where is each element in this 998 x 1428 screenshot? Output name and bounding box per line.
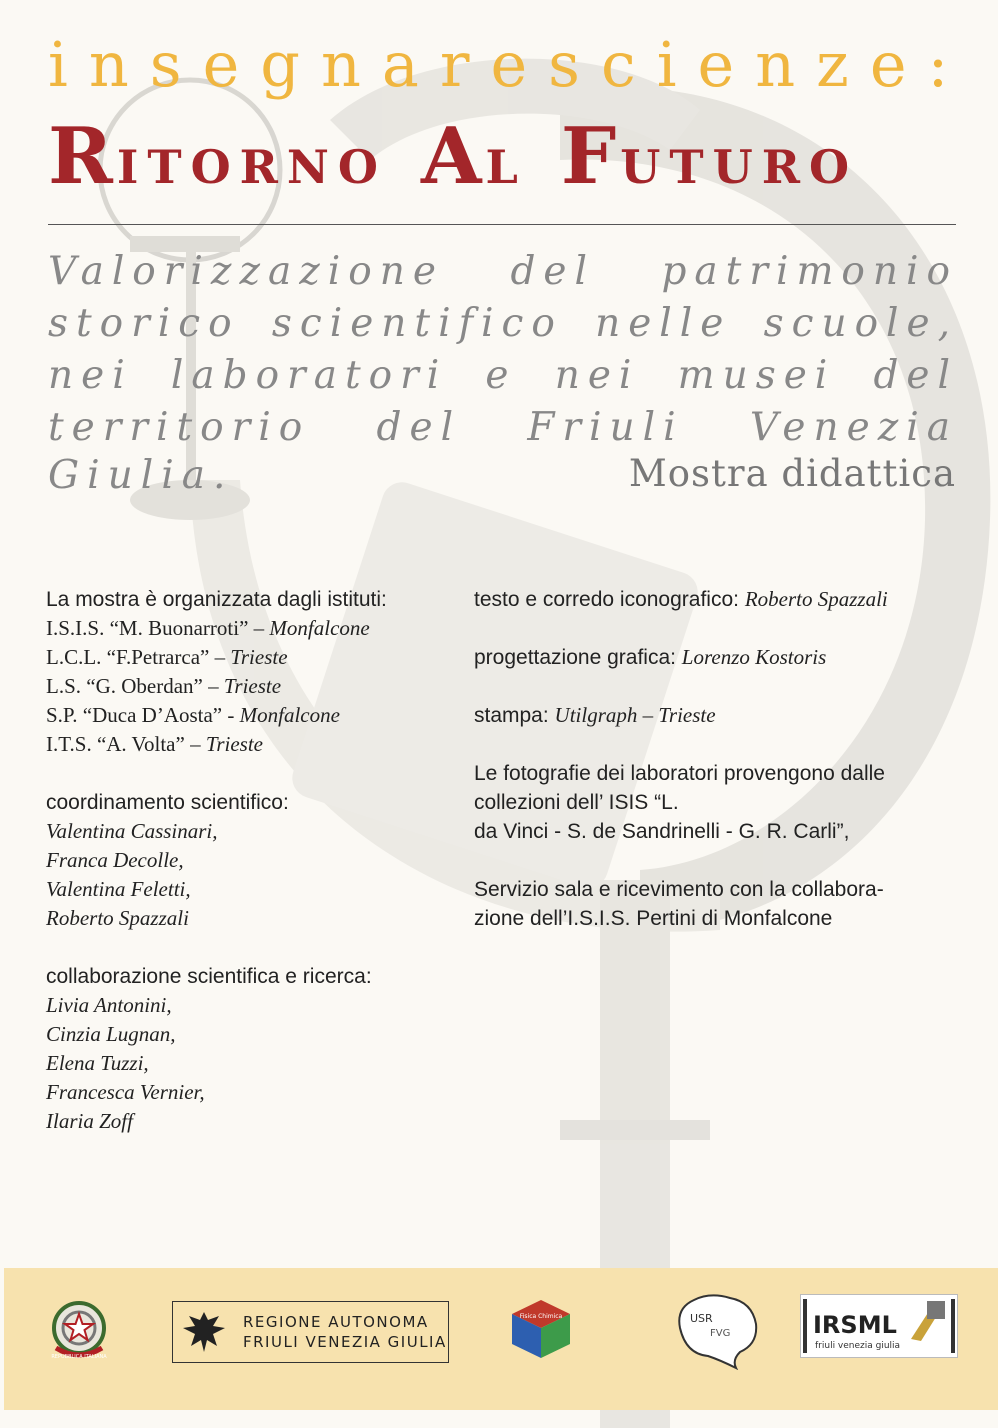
credits-right-column [474, 585, 964, 933]
coord-name: Valentina Feletti, [46, 877, 191, 901]
svg-text:friuli venezia giulia: friuli venezia giulia [815, 1341, 901, 1351]
svg-text:Fisica Chimica: Fisica Chimica [519, 1313, 563, 1320]
collab-heading: collaborazione scientifica e ricerca: [46, 965, 372, 988]
usr-fvg-logo [670, 1288, 762, 1370]
svg-text:FVG: FVG [710, 1328, 731, 1339]
coord-heading: coordinamento scientifico: [46, 791, 289, 814]
subtitle: Valorizzazione del patrimonio storico scientifico nelle scuole, nei laboratori e nei musei del territorio del Friuli Venezia [48, 249, 958, 450]
collab-name: Elena Tuzzi, [46, 1051, 149, 1075]
institute-row: I.T.S. “A. Volta” – Trieste [46, 732, 264, 756]
regione-line-2: FRIULI VENEZIA GIULIA [243, 1333, 447, 1351]
service-credit-line: zione dell’I.S.I.S. Pertini di Monfalcone [474, 907, 833, 930]
eagle-icon [177, 1306, 231, 1358]
photo-credit-line: Le fotografie dei laboratori provengono dalle [474, 762, 885, 785]
institute-row: L.S. “G. Oberdan” – Trieste [46, 674, 282, 698]
institute-row: S.P. “Duca D’Aosta” - Monfalcone [46, 703, 340, 727]
photo-credit-line: da Vinci - S. de Sandrinelli - G. R. Carli”, [474, 820, 850, 843]
credits-left-column [46, 585, 466, 1136]
service-credit-line: Servizio sala e ricevimento con la collabora- [474, 878, 884, 901]
institute-row: I.S.I.S. “M. Buonarroti” – Monfalcone [46, 616, 370, 640]
collab-name: Livia Antonini, [46, 993, 172, 1017]
svg-text:IRSML: IRSML [813, 1311, 897, 1339]
regione-line-1: REGIONE AUTONOMA [243, 1313, 429, 1331]
exhibition-type: Mostra didattica [628, 452, 956, 495]
institutes-heading: La mostra è organizzata dagli istituti: [46, 588, 387, 611]
collab-name: Cinzia Lugnan, [46, 1022, 176, 1046]
series-title: insegnarescienze: [48, 28, 970, 101]
photo-credit-line: collezioni dell’ ISIS “L. [474, 791, 679, 814]
coord-name: Franca Decolle, [46, 848, 184, 872]
irsml-logo [800, 1294, 958, 1358]
collab-name: Ilaria Zoff [46, 1109, 133, 1133]
science-cube-icon [508, 1296, 574, 1362]
italian-republic-emblem-icon [44, 1296, 114, 1364]
credit-testo: testo e corredo iconografico: Roberto Spazzali [474, 587, 888, 611]
coord-name: Valentina Cassinari, [46, 819, 218, 843]
exhibition-title: RITORNO AL FUTURO [48, 111, 859, 202]
svg-text:REPUBBLICA ITALIANA: REPUBBLICA ITALIANA [51, 1354, 107, 1360]
credit-stampa: stampa: Utilgraph – Trieste [474, 703, 716, 727]
coord-name: Roberto Spazzali [46, 906, 189, 930]
credit-grafica: progettazione grafica: Lorenzo Kostoris [474, 645, 827, 669]
institute-row: L.C.L. “F.Petrarca” – Trieste [46, 645, 288, 669]
irsml-mark-icon [801, 1295, 957, 1357]
subtitle-last-line: Giulia. [48, 453, 234, 498]
title-divider [48, 224, 956, 225]
svg-text:USR: USR [690, 1312, 713, 1325]
regione-fvg-logo [172, 1301, 449, 1363]
collab-name: Francesca Vernier, [46, 1080, 205, 1104]
